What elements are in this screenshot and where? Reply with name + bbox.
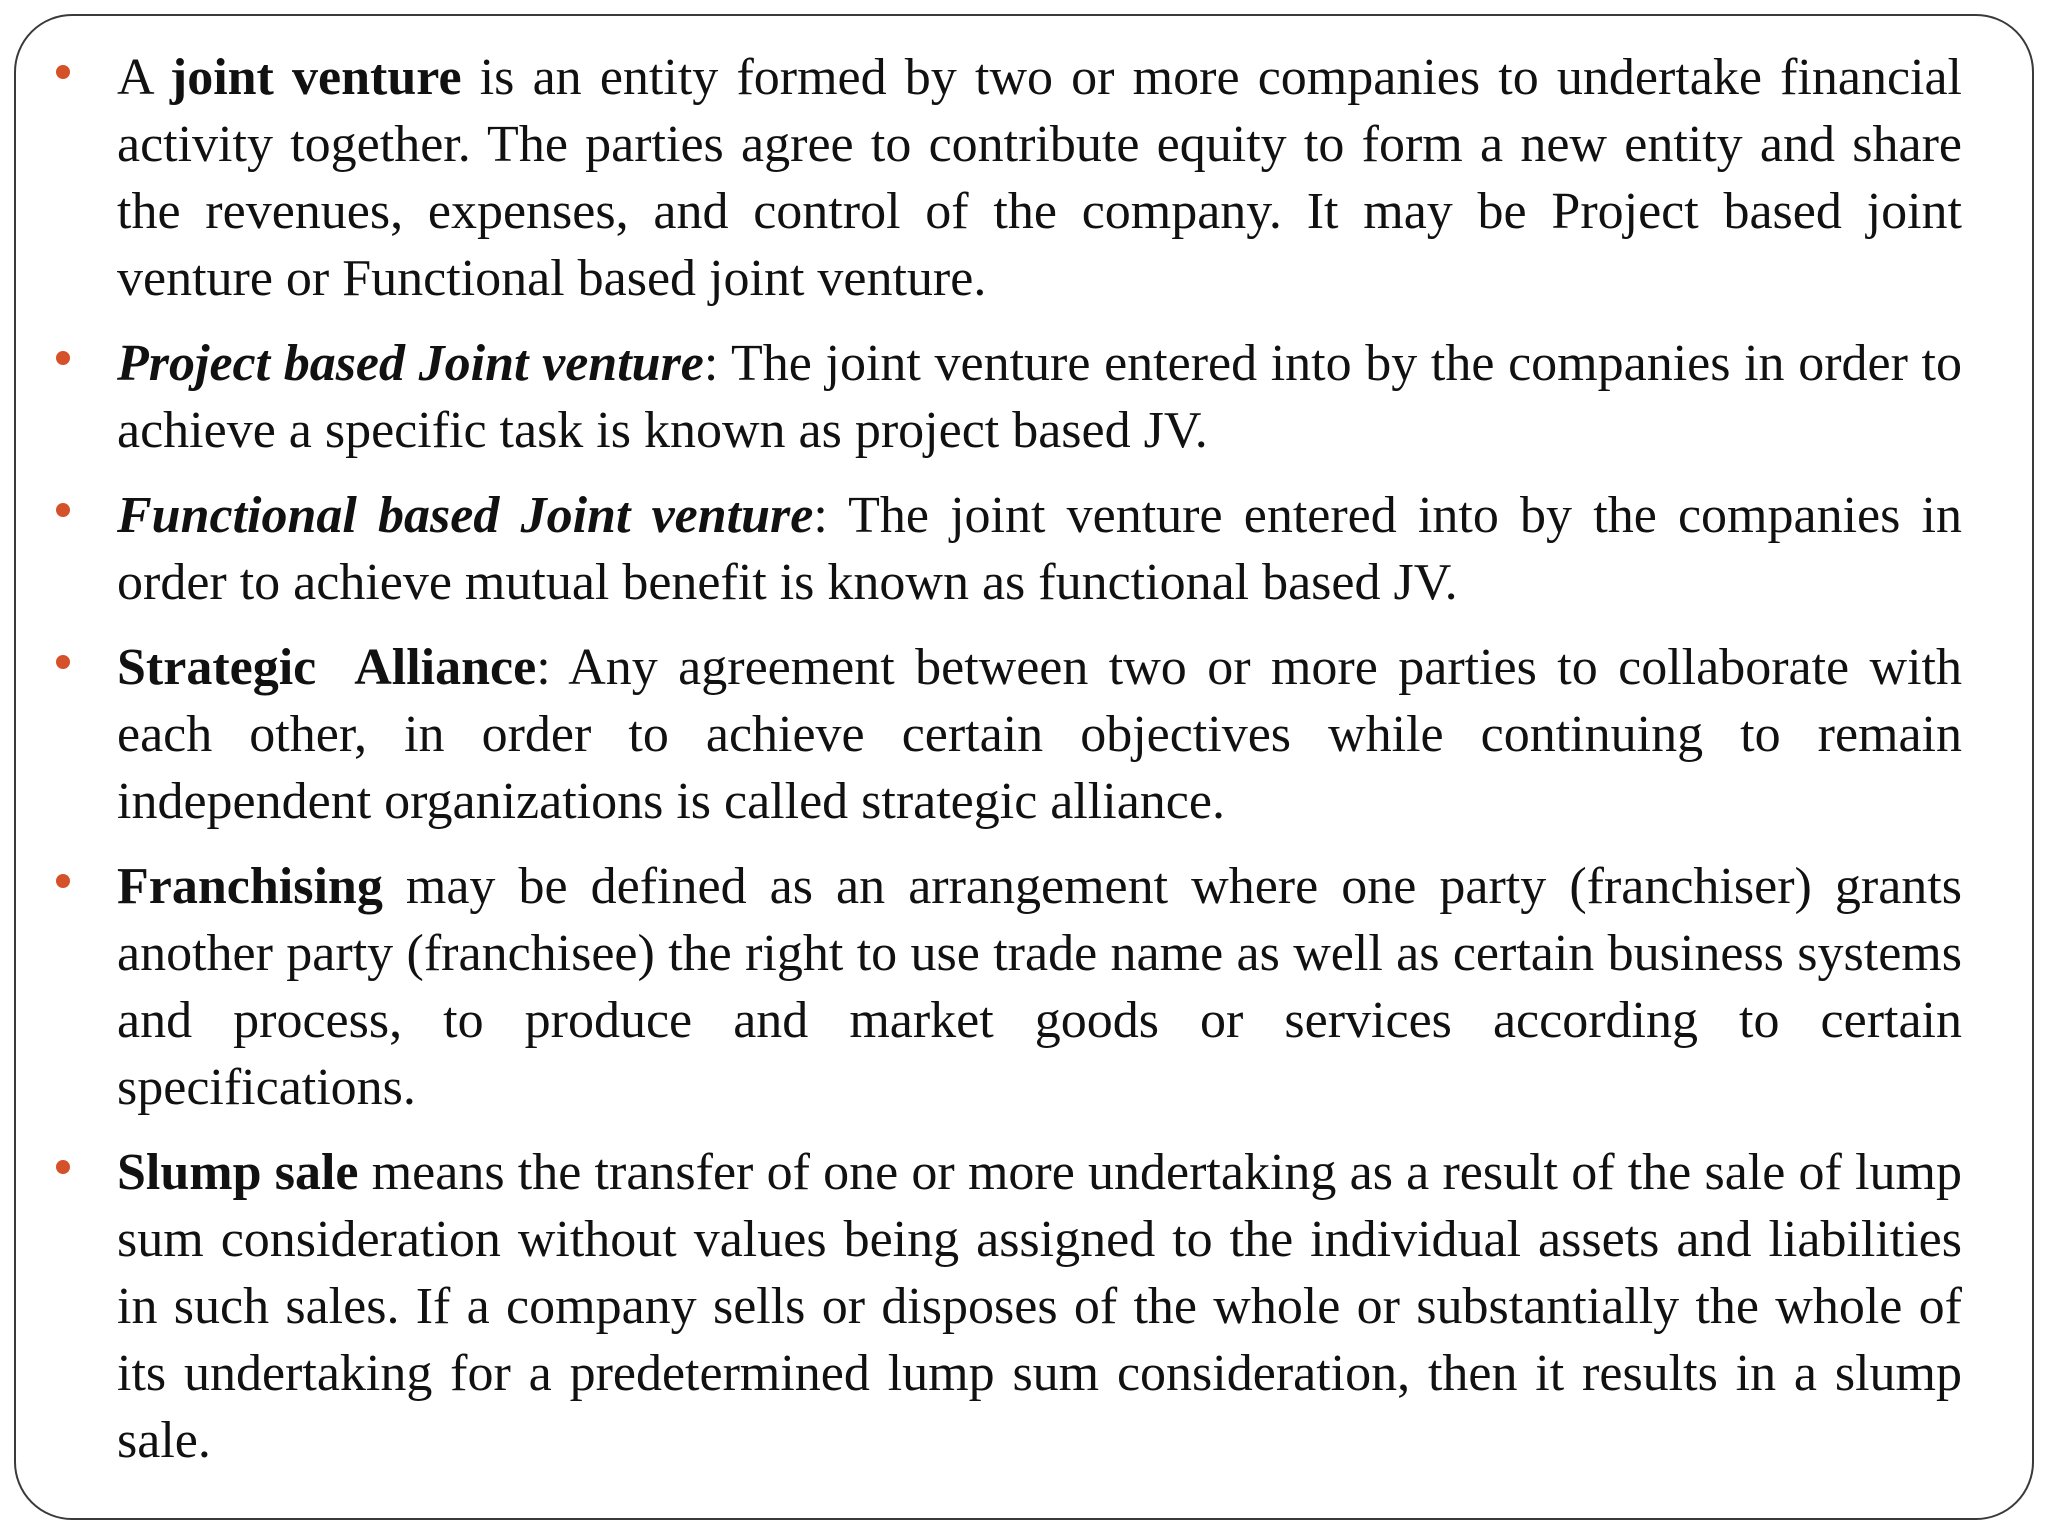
bullet-dot-icon <box>56 65 70 79</box>
bullet-dot-icon <box>56 1160 70 1174</box>
bullet-project-based-jv <box>56 330 1962 464</box>
bullet-text: : The joint venture entered into by the companies in order to achieve a specific task is known as project based JV. <box>117 335 1962 459</box>
term-functional-based-jv: Functional based Joint venture <box>117 487 814 544</box>
bullet-dot-icon <box>56 655 70 669</box>
term-slump-sale: Slump sale <box>117 1144 359 1201</box>
bullet-slump-sale <box>56 1139 1962 1474</box>
bullet-text: : Any agreement between two or more parties to collaborate with each other, in order to achieve certain objectives while continuing to remain independent organizations is called strategic alliance. <box>117 639 1962 830</box>
bullet-text: means the transfer of one or more undertaking as a result of the sale of lump sum consideration without values being assigned to the individual assets and liabilities in such sales. If a company sells or disposes of the whole or substantially the whole of its undertaking for a predetermined lump sum consideration, then it results in a slump sale. <box>117 1144 1962 1469</box>
term-joint-venture: joint venture <box>169 49 462 106</box>
bullet-functional-based-jv <box>56 482 1962 616</box>
bullet-list <box>56 44 1962 1492</box>
term-project-based-jv: Project based Joint venture <box>117 335 704 392</box>
bullet-dot-icon <box>56 503 70 517</box>
bullet-strategic-alliance <box>56 634 1962 835</box>
bullet-dot-icon <box>56 874 70 888</box>
bullet-franchising <box>56 853 1962 1121</box>
term-franchising: Franchising <box>117 858 383 915</box>
bullet-text: may be defined as an arrangement where one party (franchiser) grants another party (franchisee) the right to use trade name as well as certain business systems and process, to produce and market goods or services according to certain specifications. <box>117 858 1962 1116</box>
bullet-text: is an entity formed by two or more companies to undertake financial activity together. The parties agree to contribute equity to form a new entity and share the revenues, expenses, and control of the company. It may be Project based joint venture or Functional based joint venture. <box>117 49 1962 307</box>
bullet-text: : The joint venture entered into by the companies in order to achieve mutual benefit is known as functional based JV. <box>117 487 1962 611</box>
bullet-dot-icon <box>56 351 70 365</box>
bullet-lead: A <box>117 49 170 106</box>
term-strategic-alliance: Strategic Alliance <box>117 639 537 696</box>
bullet-joint-venture <box>56 44 1962 312</box>
